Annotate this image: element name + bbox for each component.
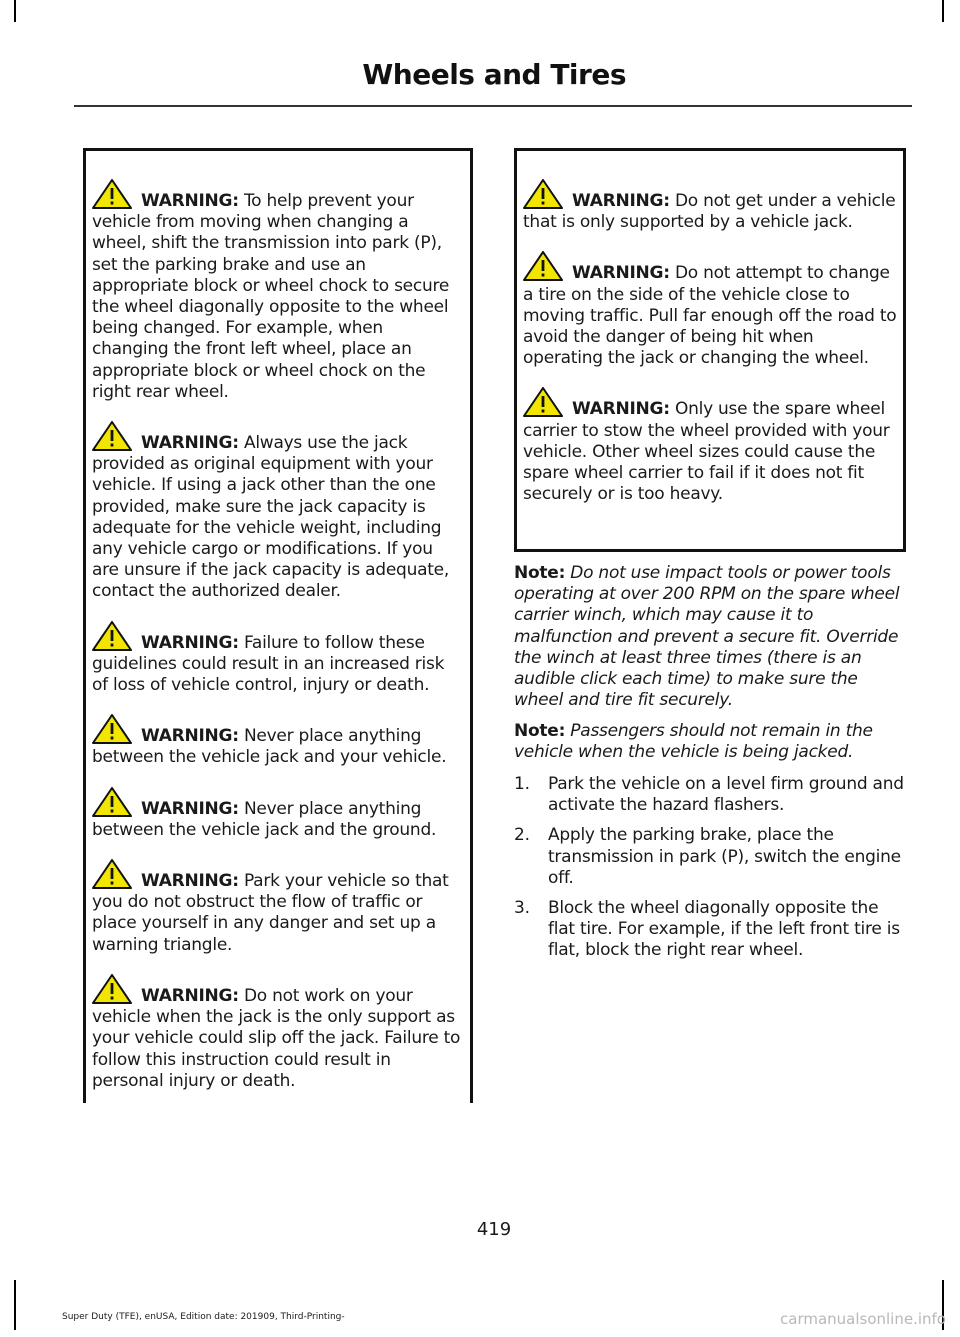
step-text: Park the vehicle on a level firm ground and activate the hazard flashers. [548,774,904,816]
note-paragraph [514,721,906,763]
page-title: Wheels and Tires [362,58,626,91]
note-text: Do not use impact tools or power tools operating at over 200 RPM on the spare wheel carrier winch, which may cause it to malfunction and prevent a secure fit. Override the winch at least three times (there is an audible click each time) to make sure the wheel and tire fit securely. [514,563,900,711]
warning-block [86,974,470,1092]
warning-block [86,621,470,697]
step-number: 1. [514,774,530,794]
warning-text: To help prevent your vehicle from moving when changing a wheel, shift the transmission into park (P), set the parking brake and use an appropriate block or wheel chock to secure the wheel diagonally opposite to the wheel being changed. For example, when changing the front left wheel, place an appropriate block or wheel chock on the right rear wheel. [92,191,450,402]
warning-block [517,179,903,233]
warning-triangle-icon [92,714,132,744]
steps-list [514,774,906,962]
warning-triangle-icon [523,179,563,209]
warning-triangle-icon [92,621,132,651]
warning-triangle-icon [92,787,132,817]
left-warnings-box [83,148,473,1103]
note-label: Note: [514,563,566,583]
warning-text: Always use the jack provided as original equipment with your vehicle. If using a jack other than the one provided, make sure the jack capacity is adequate for the vehicle weight, including any vehicle cargo or modifications. If you are unsure if the jack capacity is adequate, contact the authorized dealer. [92,433,450,602]
warning-block [517,251,903,369]
warning-label: WARNING: [141,433,239,454]
list-item [514,774,906,816]
warning-block [86,421,470,603]
warning-label: WARNING: [141,985,239,1006]
warning-triangle-icon [92,859,132,889]
note-paragraph [514,563,906,711]
crop-mark [942,0,944,22]
warning-label: WARNING: [141,726,239,747]
warning-triangle-icon [523,387,563,417]
warning-text: Do not get under a vehicle that is only supported by a vehicle jack. [523,191,896,233]
step-number: 3. [514,898,530,919]
step-text: Apply the parking brake, place the transmission in park (P), switch the engine off. [548,825,901,888]
warning-label: WARNING: [572,191,670,211]
warning-label: WARNING: [141,798,239,819]
warning-label: WARNING: [572,399,670,420]
warning-label: WARNING: [141,632,239,653]
warning-block [86,714,470,768]
warning-text: Only use the spare wheel carrier to stow the wheel provided with your vehicle. Other wheel sizes could cause the spare wheel carrier to fail if it does not fit securely or is too heavy. [523,399,890,505]
warning-text: Do not attempt to change a tire on the side of the vehicle close to moving traffic. Pull far enough off the road to avoid the danger of being hit when operating the jack or changing the wheel. [523,263,897,369]
footer-edition: Super Duty (TFE), enUSA, Edition date: 201909, Third-Printing- [62,1312,345,1322]
warning-label: WARNING: [141,191,239,211]
list-item [514,825,906,889]
warning-text: Failure to follow these guidelines could result in an increased risk of loss of vehicle control, injury or death. [92,632,445,696]
warning-text: Park your vehicle so that you do not obstruct the flow of traffic or place yourself in any danger and set up a warning triangle. [92,871,449,955]
warning-block [86,859,470,956]
crop-mark [14,0,16,22]
page-number: 419 [476,1219,512,1240]
watermark: carmanualsonline.info [780,1310,946,1328]
right-warnings-box [514,148,906,552]
warning-triangle-icon [92,421,132,451]
list-item [514,898,906,962]
warning-triangle-icon [92,974,132,1004]
warning-text: Never place anything between the vehicle jack and your vehicle. [92,726,447,768]
warning-block [86,179,470,403]
step-number: 2. [514,825,530,846]
step-text: Block the wheel diagonally opposite the flat tire. For example, if the left front tire is flat, block the right rear wheel. [548,898,900,961]
header-divider [74,105,912,107]
note-text: Passengers should not remain in the vehicle when the vehicle is being jacked. [514,721,873,763]
warning-block [86,787,470,841]
warning-label: WARNING: [141,871,239,892]
warning-text: Do not work on your vehicle when the jack is the only support as your vehicle could slip off the jack. Failure to follow this instruction could result in personal injury or death. [92,985,461,1091]
note-label: Note: [514,721,566,741]
crop-mark [14,1280,16,1330]
warning-triangle-icon [92,179,132,209]
warning-block [517,387,903,505]
warning-label: WARNING: [572,263,670,284]
warning-text: Never place anything between the vehicle jack and the ground. [92,798,437,840]
warning-triangle-icon [523,251,563,281]
